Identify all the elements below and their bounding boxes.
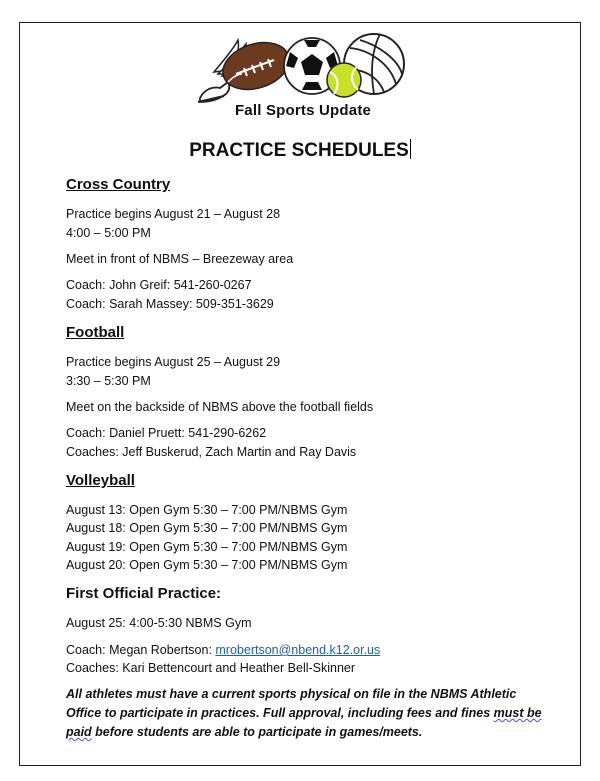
coach-email-link[interactable]: mrobertson@nbend.k12.or.us — [215, 643, 381, 657]
volleyball-open-gym: August 13: Open Gym 5:30 – 7:00 PM/NBMS Gym — [66, 503, 348, 517]
football-coach: Coach: Daniel Pruett: 541-290-6262 — [66, 426, 267, 440]
tennis-ball-icon — [327, 63, 361, 97]
volleyball-coaches: Coaches: Kari Bettencourt and Heather Bell-Skinner — [66, 661, 356, 675]
fall-sports-logo — [194, 30, 412, 126]
football-meet: Meet on the backside of NBMS above the football fields — [66, 400, 374, 414]
volleyball-open-gym: August 19: Open Gym 5:30 – 7:00 PM/NBMS Gym — [66, 540, 348, 554]
cross-country-coach-1: Coach: John Greif: 541-260-0267 — [66, 278, 252, 292]
cross-country-practice: Practice begins August 21 – August 28 — [66, 207, 281, 221]
first-practice-heading: First Official Practice: — [66, 585, 222, 602]
cross-country-meet: Meet in front of NBMS – Breezeway area — [66, 252, 294, 266]
text-cursor — [410, 139, 411, 159]
note-text-2: before students are able to participate in games/meets. — [91, 725, 423, 739]
football-time: 3:30 – 5:30 PM — [66, 374, 151, 388]
page-title-text: PRACTICE SCHEDULES — [189, 140, 409, 161]
football-coaches: Coaches: Jeff Buskerud, Zach Martin and Ray Davis — [66, 445, 357, 459]
volleyball-coach — [66, 641, 380, 659]
volleyball-coach-label: Coach: Megan Robertson: — [66, 643, 216, 657]
volleyball-heading: Volleyball — [66, 472, 135, 489]
note-text-emphasis: must be paid — [66, 706, 542, 739]
volleyball-open-gym: August 20: Open Gym 5:30 – 7:00 PM/NBMS Gym — [66, 558, 348, 572]
cross-country-heading: Cross Country — [66, 176, 171, 193]
volleyball-open-gym: August 18: Open Gym 5:30 – 7:00 PM/NBMS Gym — [66, 521, 348, 535]
page-title — [0, 139, 600, 162]
athlete-requirements-note — [66, 685, 546, 742]
football-practice: Practice begins August 25 – August 29 — [66, 355, 281, 369]
logo-caption: Fall Sports Update — [234, 102, 372, 119]
cross-country-time: 4:00 – 5:00 PM — [66, 226, 151, 240]
cross-country-coach-2: Coach: Sarah Massey: 509-351-3629 — [66, 297, 274, 311]
note-text-1: All athletes must have a current sports physical on file in the NBMS Athletic Office to participate in practices. Full approval, including fees and fines — [66, 687, 517, 720]
first-practice-time: August 25: 4:00-5:30 NBMS Gym — [66, 616, 252, 630]
football-heading: Football — [66, 324, 125, 341]
